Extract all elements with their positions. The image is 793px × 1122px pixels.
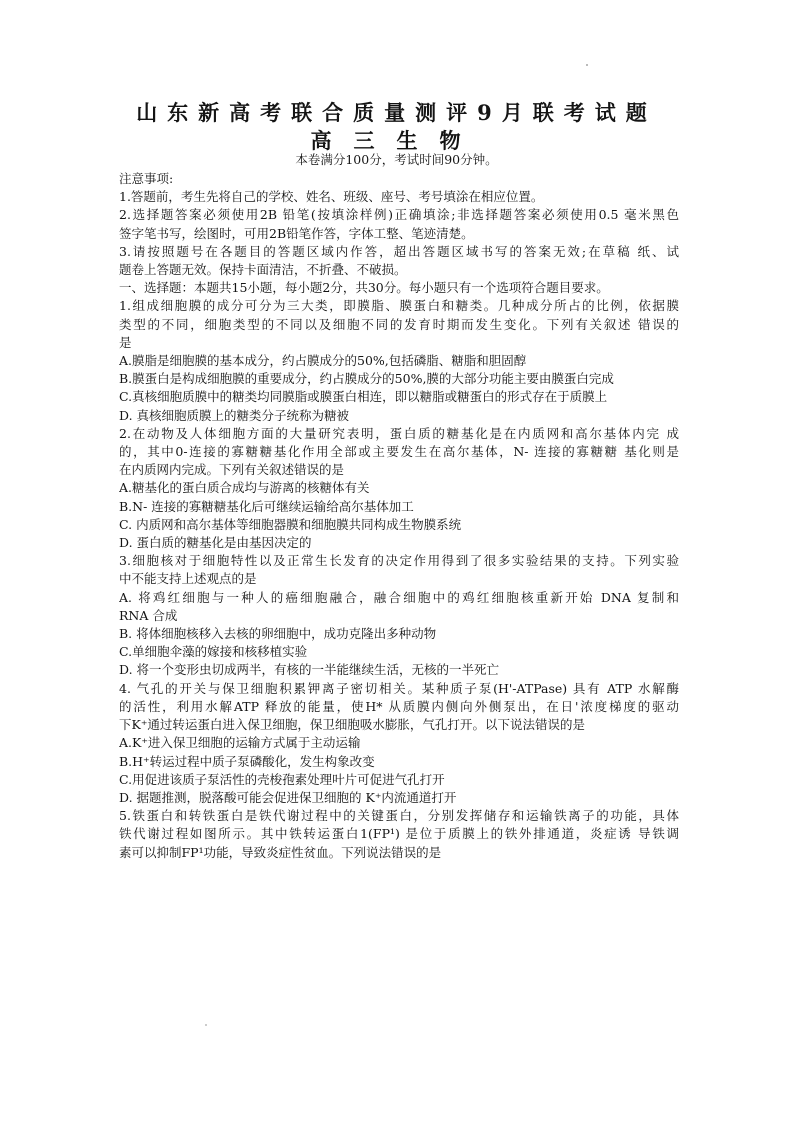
- scan-dot: [205, 1024, 207, 1026]
- question-option: B.N- 连接的寡糖糖基化后可继续运输给高尔基体加工: [119, 498, 414, 514]
- question-option: C.真核细胞质膜中的糖类均同膜脂或膜蛋白相连，即以糖脂或糖蛋白的形式存在于质膜上: [119, 389, 608, 405]
- question-option: C. 内质网和高尔基体等细胞器膜和细胞膜共同构成生物膜系统: [119, 516, 462, 532]
- question-stem: 4. 气孔的开关与保卫细胞积累钾离子密切相关。某种质子泵(H'-ATPase) 具有 ATP 水解酶: [119, 680, 679, 696]
- question-stem: 1.组成细胞膜的成分可分为三大类，即膜脂、膜蛋白和糖类。几种成分所占的比例，依据膜: [119, 298, 679, 314]
- question-option: D. 将一个变形虫切成两半，有核的一半能继续生活，无核的一半死亡: [119, 662, 500, 678]
- question-option: D. 蛋白质的糖基化是由基因决定的: [119, 535, 312, 551]
- question-stem: 下K⁺通过转运蛋白进入保卫细胞，保卫细胞吸水膨胀，气孔打开。以下说法错误的是: [119, 717, 585, 733]
- question-option: A.膜脂是细胞膜的基本成分，约占膜成分的50%,包括磷脂、糖脂和胆固醇: [119, 353, 527, 369]
- exam-body: [119, 170, 679, 862]
- question-option: B.膜蛋白是构成细胞膜的重要成分，约占膜成分的50%,膜的大部分功能主要由膜蛋白完成: [119, 371, 614, 387]
- notice-item: 签字笔书写，绘图时，可用2B铅笔作答，字体工整、笔迹清楚。: [119, 225, 474, 241]
- question-stem: 中不能支持上述观点的是: [119, 571, 257, 587]
- question-option: D. 据题推测，脱落酸可能会促进保卫细胞的 K⁺内流通道打开: [119, 789, 457, 805]
- exam-title: 山东新高考联合质量测评9月联考试题: [136, 100, 657, 125]
- question-stem: 2.在动物及人体细胞方面的大量研究表明，蛋白质的糖基化是在内质网和高尔基体内完 成: [119, 425, 679, 441]
- question-stem: 类型的不同，细胞类型的不同以及细胞不同的发育时期而发生变化。下列有关叙述 错误的: [119, 316, 679, 332]
- question-option: A.糖基化的蛋白质合成均与游离的核糖体有关: [119, 480, 370, 496]
- notice-item: 1.答题前，考生先将自己的学校、姓名、班级、座号、考号填涂在相应位置。: [119, 189, 544, 205]
- section-heading: 一、选择题：本题共15小题，每小题2分，共30分。每小题只有一个选项符合题目要求。: [119, 280, 609, 296]
- notice-item: 3.请按照题号在各题目的答题区域内作答，超出答题区域书写的答案无效;在草稿 纸、试: [119, 243, 679, 259]
- question-option: A. 将鸡红细胞与一种人的癌细胞融合，融合细胞中的鸡红细胞核重新开始 DNA 复制和: [119, 589, 679, 605]
- notice-item: 题卷上答题无效。保持卡面清洁，不折叠、不破损。: [119, 262, 407, 278]
- question-option: D. 真核细胞质膜上的糖类分子统称为糖被: [119, 407, 350, 423]
- notice-item: 2.选择题答案必须使用2B 铅笔(按填涂样例)正确填涂;非选择题答案必须使用0.5 毫米黑色: [119, 207, 679, 223]
- subject-title: 高三生物: [310, 128, 483, 153]
- question-stem: 在内质网内完成。下列有关叙述错误的是: [119, 462, 345, 478]
- question-stem: 是: [119, 334, 132, 350]
- question-option: A.K⁺进入保卫细胞的运输方式属于主动运输: [119, 735, 361, 751]
- question-option: C.单细胞伞藻的嫁接和核移植实验: [119, 644, 308, 660]
- scan-dot: [586, 64, 588, 66]
- exam-info: 本卷满分100分，考试时间90分钟。: [295, 152, 498, 167]
- question-stem: 的活性，利用水解ATP 释放的能量，使H* 从质膜内侧向外侧泵出，在日'浓度梯度的驱动: [119, 698, 679, 714]
- question-stem: 素可以抑制FP¹功能，导致炎症性贫血。下列说法错误的是: [119, 844, 442, 860]
- question-option: C.用促进该质子泵活性的壳梭孢素处理叶片可促进气孔打开: [119, 771, 445, 787]
- question-option: RNA 合成: [119, 607, 178, 623]
- question-stem: 铁代谢过程如图所示。其中铁转运蛋白1(FP¹) 是位于质膜上的铁外排通道，炎症诱 导铁调: [119, 826, 679, 842]
- notice-heading: 注意事项:: [119, 171, 174, 186]
- question-option: B.H⁺转运过程中质子泵磷酸化，发生构象改变: [119, 753, 375, 769]
- question-stem: 的，其中0-连接的寡糖糖基化作用全部或主要发生在高尔基体，N- 连接的寡糖糖 基化则是: [119, 444, 679, 460]
- question-stem: 3.细胞核对于细胞特性以及正常生长发育的决定作用得到了很多实验结果的支持。下列实验: [119, 553, 679, 569]
- question-option: B. 将体细胞核移入去核的卵细胞中，成功克隆出多种动物: [119, 626, 437, 642]
- question-stem: 5.铁蛋白和转铁蛋白是铁代谢过程中的关键蛋白，分别发挥储存和运输铁离子的功能，具体: [119, 808, 679, 824]
